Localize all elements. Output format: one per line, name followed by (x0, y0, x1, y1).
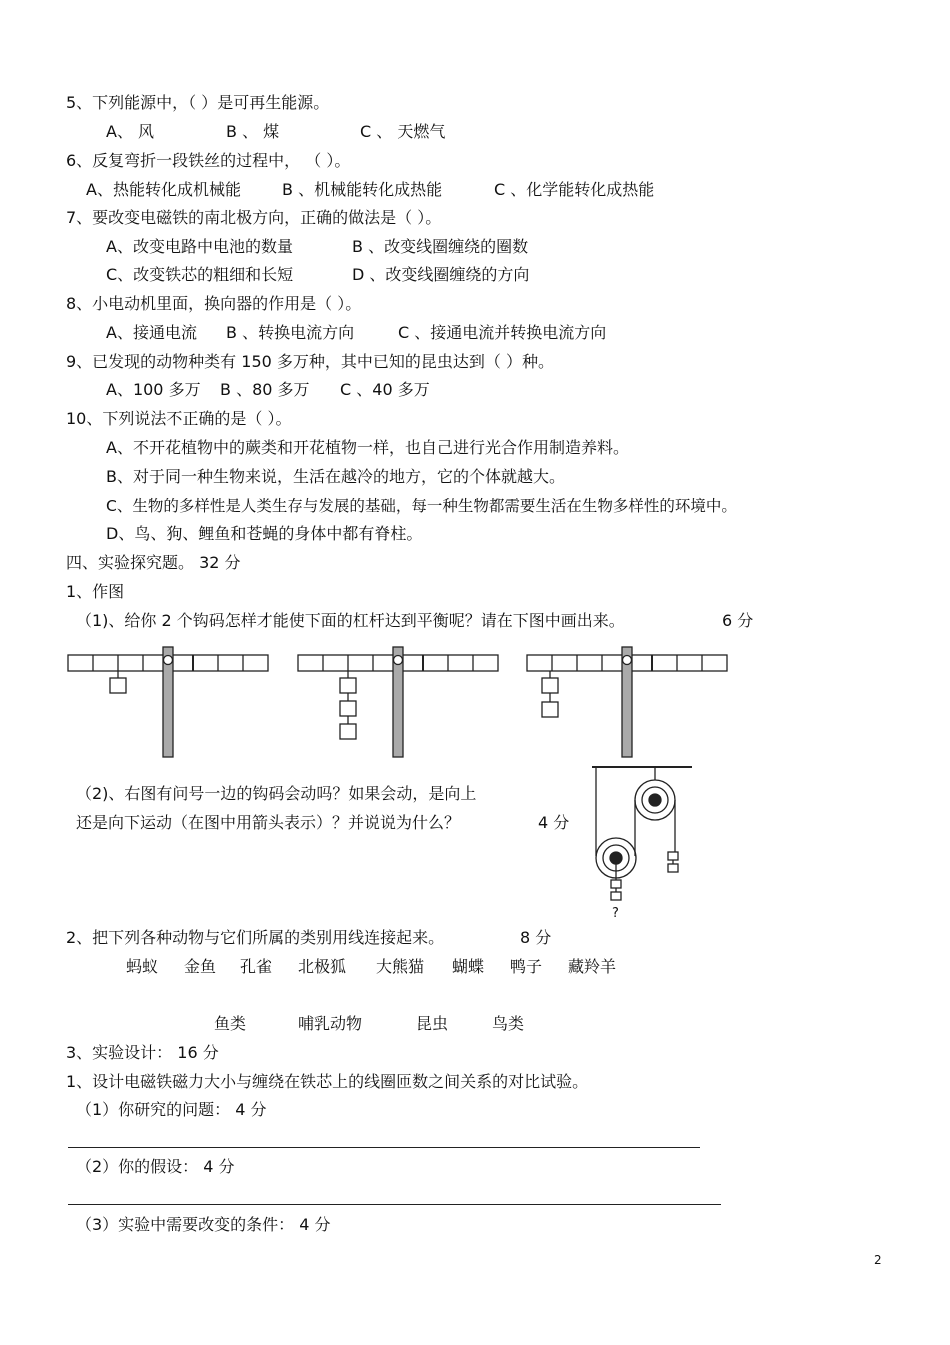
drawing-task-title: 1、作图 (66, 582, 125, 601)
q6-option-b: B 、机械能转化成热能 (282, 180, 443, 199)
q6-option-a: A、热能转化成机械能 (86, 180, 241, 199)
q5-option-a: A、 风 (106, 122, 155, 141)
q10-option-a: A、不开花植物中的蕨类和开花植物一样，也自己进行光合作用制造养料。 (106, 438, 629, 457)
design-task-description: 1、设计电磁铁磁力大小与缠绕在铁芯上的线圈匝数之间关系的对比试验。 (66, 1072, 589, 1091)
drawing-task-1-score: 6 分 (722, 611, 754, 630)
q7-option-c: C、改变铁芯的粗细和长短 (106, 265, 294, 284)
page-number: 2 (874, 1253, 882, 1267)
pulley-question-mark: ? (612, 906, 619, 921)
category-item: 哺乳动物 (298, 1014, 363, 1033)
lever-3 (527, 647, 727, 757)
q8-option-b: B 、转换电流方向 (226, 323, 355, 342)
matching-task-score: 8 分 (520, 928, 552, 947)
drawing-task-2-line-2: 还是向下运动（在图中用箭头表示）？并说说为什么？ (76, 813, 461, 832)
animal-item: 蚂蚁 (126, 957, 159, 976)
q7-stem: 7、要改变电磁铁的南北极方向，正确的做法是（ ）。 (66, 208, 442, 227)
design-question-1: （1）你研究的问题： 4 分 (76, 1100, 267, 1119)
q7-option-a: A、改变电路中电池的数量 (106, 237, 293, 256)
q7-option-b: B 、改变线圈缠绕的圈数 (352, 237, 529, 256)
q8-stem: 8、小电动机里面，换向器的作用是（ ）。 (66, 294, 362, 313)
design-task-title: 3、实验设计： 16 分 (66, 1043, 219, 1062)
animal-item: 金鱼 (184, 957, 217, 976)
q6-stem: 6、反复弯折一段铁丝的过程中， （ ）。 (66, 151, 351, 170)
q6-option-c: C 、化学能转化成热能 (494, 180, 655, 199)
lever-2 (298, 647, 498, 757)
drawing-task-2-line-1: （2)、右图有问号一边的钩码会动吗？如果会动，是向上 (76, 784, 477, 803)
q9-stem: 9、已发现的动物种类有 150 多万种，其中已知的昆虫达到（ ）种。 (66, 352, 554, 371)
answer-line-1[interactable] (68, 1147, 700, 1148)
animal-item: 蝴蝶 (452, 957, 485, 976)
q5-option-c: C 、 天燃气 (360, 122, 446, 141)
pulley-diagram (592, 767, 692, 900)
drawing-task-1: （1)、给你 2 个钩码怎样才能使下面的杠杆达到平衡呢？请在下图中画出来。 (76, 611, 625, 630)
drawing-task-2-score: 4 分 (538, 813, 570, 832)
answer-line-2[interactable] (68, 1204, 721, 1205)
category-item: 鱼类 (214, 1014, 247, 1033)
q8-option-a: A、接通电流 (106, 323, 197, 342)
lever-1 (68, 647, 268, 757)
matching-task-title: 2、把下列各种动物与它们所属的类别用线连接起来。 (66, 928, 445, 947)
q10-option-b: B、对于同一种生物来说，生活在越冷的地方，它的个体就越大。 (106, 467, 565, 486)
q7-option-d: D 、改变线圈缠绕的方向 (352, 265, 530, 284)
category-item: 昆虫 (416, 1014, 449, 1033)
design-question-2: （2）你的假设： 4 分 (76, 1157, 235, 1176)
animal-item: 大熊猫 (376, 957, 425, 976)
q5-option-b: B 、 煤 (226, 122, 280, 141)
q5-stem: 5、下列能源中，（ ）是可再生能源。 (66, 93, 330, 112)
animal-item: 鸭子 (510, 957, 543, 976)
category-item: 鸟类 (492, 1014, 525, 1033)
section-4-title: 四、实验探究题。 32 分 (66, 553, 241, 572)
q10-option-c: C、生物的多样性是人类生存与发展的基础，每一种生物都需要生活在生物多样性的环境中。 (106, 497, 737, 515)
q10-option-d: D、鸟、狗、鲤鱼和苍蝇的身体中都有脊柱。 (106, 524, 423, 543)
animal-item: 孔雀 (240, 957, 273, 976)
design-question-3: （3）实验中需要改变的条件： 4 分 (76, 1215, 331, 1234)
q9-option-c: C 、40 多万 (340, 380, 430, 399)
animal-item: 藏羚羊 (568, 957, 617, 976)
animal-item: 北极狐 (298, 957, 347, 976)
q10-stem: 10、下列说法不正确的是（ ）。 (66, 409, 292, 428)
q9-option-b: B 、80 多万 (220, 380, 310, 399)
q9-option-a: A、100 多万 (106, 380, 201, 399)
q8-option-c: C 、接通电流并转换电流方向 (398, 323, 607, 342)
